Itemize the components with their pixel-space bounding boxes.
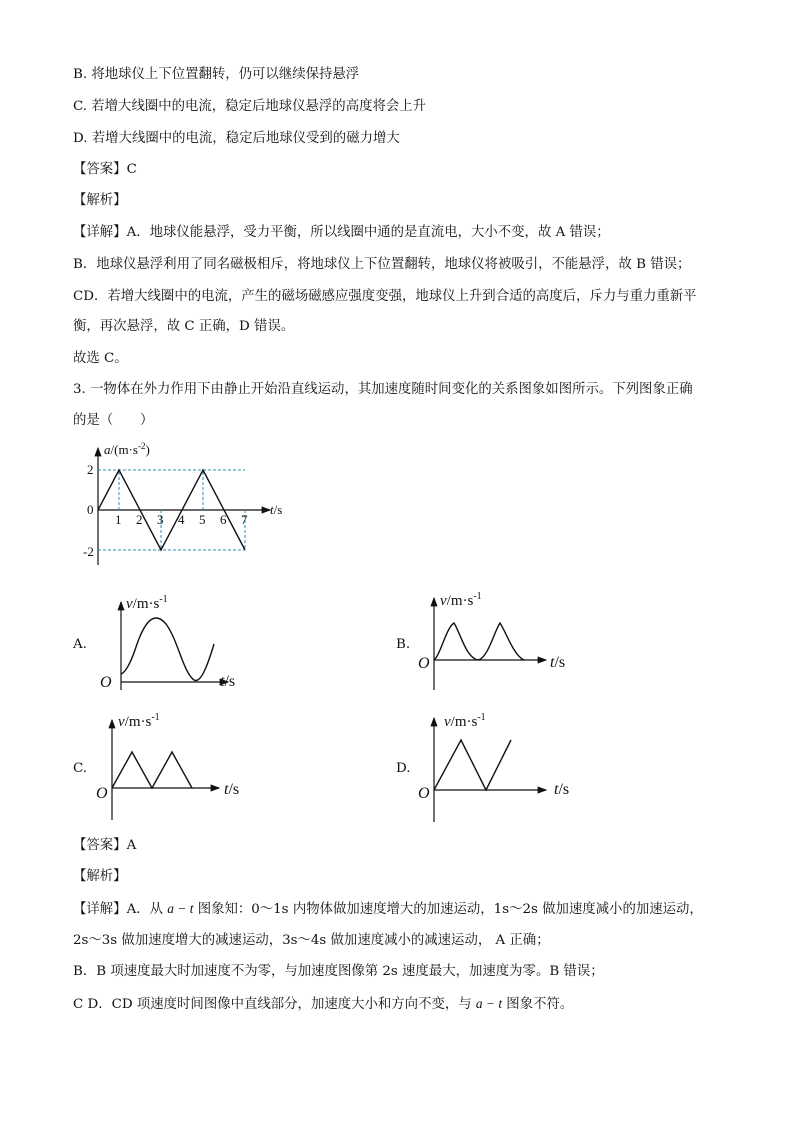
option-d-label: D.: [396, 761, 411, 776]
t-axis-label: t/s: [224, 781, 240, 798]
v-curve: [434, 740, 511, 790]
detail-text-a: A．从: [126, 902, 168, 917]
detail-text-b: 图象不符。: [502, 997, 574, 1012]
x-tick-label: 1: [115, 512, 122, 527]
analysis-heading-2: 【解析】: [73, 869, 127, 884]
option-b-text: B. 将地球仪上下位置翻转，仍可以继续保持悬浮: [73, 67, 360, 82]
detail-line-5: [73, 900, 703, 919]
origin-label: O: [96, 785, 108, 802]
v-axis-label: $v/m\cdot s^{-1}$: [126, 594, 168, 612]
answer-value: A: [126, 838, 137, 853]
t-axis-label: t/s: [220, 673, 236, 690]
v-curve: [112, 752, 192, 788]
question-3-line-1: 3. 一物体在外力作用下由静止开始沿直线运动，其加速度随时间变化的关系图象如图所示。下列图象正确: [73, 382, 693, 397]
conclusion-line: 故选 C。: [73, 351, 128, 366]
v-axis-label: $v/m\cdot s^{-1}$: [118, 712, 160, 730]
option-a-graph: [98, 592, 248, 692]
detail-tag: 【详解】: [73, 225, 127, 240]
v-curve: [121, 618, 214, 681]
answer-tag: 【答案】: [73, 838, 127, 853]
detail-line-4: 衡，再次悬浮，故 C 正确，D 错误。: [73, 319, 295, 334]
question-3-line-2: 的是（ ）: [73, 413, 154, 428]
x-tick-label: 4: [178, 512, 185, 527]
detail-line-1: [73, 224, 610, 242]
origin-label: O: [100, 674, 112, 691]
x-tick-label: 6: [220, 512, 227, 527]
detail-line-6: 2s～3s 做加速度增大的减速运动，3s～4s 做加速度减小的减速运动， A 正确；: [73, 933, 550, 948]
detail-text-a: C D．CD 项速度时间图像中直线部分，加速度大小和方向不变，与: [73, 997, 476, 1012]
origin-label: O: [418, 785, 430, 802]
detail-line-8: [73, 995, 573, 1014]
x-tick-label: 7: [241, 512, 248, 527]
option-c-graph: [94, 710, 264, 820]
detail-line-7: B．B 项速度最大时加速度不为零，与加速度图像第 2s 速度最大，加速度为零。B 错误；: [73, 964, 604, 979]
option-b-graph: [416, 588, 596, 688]
origin-label: 0: [87, 502, 94, 517]
detail-text-b: 图象知：0～1s 内物体做加速度增大的加速运动，1s～2s 做加速度减小的加速运动，: [193, 902, 703, 917]
x-tick-label: 2: [136, 512, 143, 527]
y-tick-2: 2: [87, 462, 94, 477]
t-axis-label: t/s: [550, 654, 566, 671]
v-axis-label: $v/m\cdot s^{-1}$: [440, 591, 482, 609]
x-tick-label: 3: [157, 512, 164, 527]
answer-value: C: [126, 162, 137, 177]
analysis-heading-1: 【解析】: [73, 193, 127, 208]
v-axis-label: $v/m\cdot s^{-1}$: [444, 712, 486, 730]
detail-line-3: CD．若增大线圈中的电流，产生的磁场磁感应强度变强，地球仪上升到合适的高度后，斥力与重力重新平: [73, 289, 697, 304]
x-axis-label: t/s: [270, 502, 283, 517]
answer-line-2: [73, 837, 136, 855]
detail-tag: 【详解】: [73, 902, 127, 917]
origin-label: O: [418, 655, 430, 672]
answer-tag: 【答案】: [73, 162, 127, 177]
x-tick-label: 5: [199, 512, 206, 527]
detail-line-2: B．地球仪悬浮利用了同名磁极相斥，将地球仪上下位置翻转，地球仪将被吸引，不能悬浮，故 B 错误；: [73, 257, 691, 272]
v-curve: [434, 623, 524, 660]
y-axis-label: $a/(m\cdot s^{-2})$: [104, 441, 150, 457]
option-b-label: B.: [396, 637, 411, 652]
option-a-label: A.: [73, 637, 87, 652]
option-c-text: C. 若增大线圈中的电流，稳定后地球仪悬浮的高度将会上升: [73, 99, 427, 114]
answer-line-1: [73, 161, 137, 179]
y-tick-neg2: -2: [83, 544, 94, 559]
option-c-label: C.: [73, 761, 88, 776]
option-d-text: D. 若增大线圈中的电流，稳定后地球仪受到的磁力增大: [73, 131, 400, 146]
formula-a-t: a − t: [167, 901, 194, 916]
formula-a-t: a − t: [475, 996, 503, 1011]
detail-text: A．地球仪能悬浮，受力平衡，所以线圈中通的是直流电，大小不变，故 A 错误；: [126, 225, 610, 240]
t-axis-label: t/s: [554, 781, 570, 798]
acceleration-time-graph: [80, 440, 300, 570]
option-d-graph: [416, 708, 606, 818]
